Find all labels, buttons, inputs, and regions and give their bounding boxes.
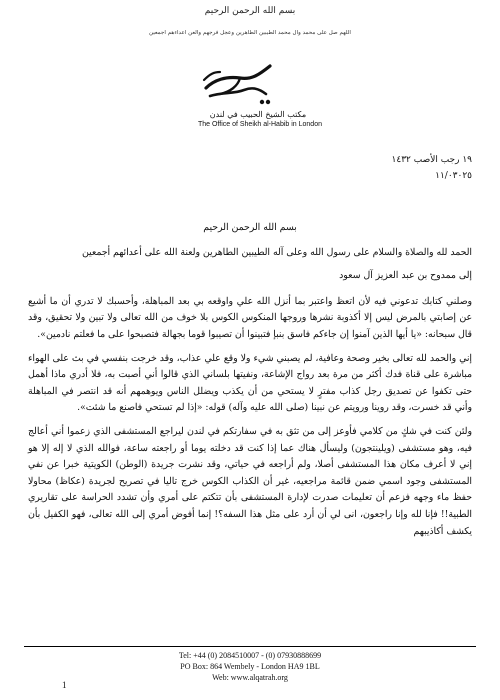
- paragraph-1: وصلني كتابك تدعوني فيه لأن اتعظ واعتبر بما أنزل الله علي واوقعه بي بعد المباهلة، وأحسبك لا تدري أن ما أشيع عن إصابتي بالمرض ليس إلا أكذوبة نشرها وروجها المنكوس الكوس بلا خوف من الله تعالى ولا تبين ولا تحقيق، وقد قال سبحانه: «يا أيها الذين آمنوا إن جاءكم فاسق بنبإ فتبينوا أن تصيبوا قوما بجهالة فتصبحوا على ما فعلتم نادمين».: [28, 295, 472, 340]
- letter-date: ١٩ رجب الأصب ١٤٣٢: [391, 155, 472, 165]
- paragraph-3: ولئن كنت في شكٍ من كلامي فأوعز إلى من تثق به في سفارتكم في لندن ليراجع المستشفى الذي زعموا أني أعالج فيه، وهو مستشفى (ويلينتجون) وليسأل هناك عما إذا كنت قد دخلته يوما أو راجعته ساعة، فوالله الذي لا إله إلا هو إني لا أعرف مكان هذا المستشفى أصلا، ولم أراجعه في حياتي، وقد نشرت جريدة (الوطن) الكويتية خبرا عن نفي المستشفى وجود اسمي ضمن قائمة مراجعيه، غير أن الكذاب الكوس خرج تاليا في تصريح لجريدة (عكاظ) محاولا حفظ ماء وجهه فزعم أن تعليمات صدرت لإدارة المستشفى بأن تتكتم على أمري وأن تشدد الحراسة على تقاريري الطبية!! فإنا لله وإنا راجعون، انى لي أن أرد على مثل هذا السفه؟! إنما أفوض أمري إلى الله تعالى، فهو الكفيل بأن يكشف أكاذيبهم: [28, 425, 472, 537]
- footer-divider: [24, 646, 476, 647]
- hamd-line: الحمد لله والصلاة والسلام على رسول الله وعلى آله الطيبين الطاهرين ولعنة الله على أعدائهم أجمعين: [81, 246, 472, 258]
- header-salawat: اللهم صل على محمد وآل محمد الطيبين الطاهرين وعجل فرجهم والعن أعداءهم أجمعين: [149, 30, 351, 36]
- office-logo: [200, 58, 278, 108]
- bismillah-line: بسم الله الرحمن الرحيم: [203, 222, 297, 233]
- letter-reference: ١١/٠٣٠٢٥: [435, 171, 472, 181]
- header-basmala: بسم الله الرحمن الرحيم: [204, 6, 296, 16]
- paragraph-2: إني والحمد لله تعالى بخير وصحة وعافية، لم يصبني شيء ولا وقع علي عذاب، وقد خرجت بنفسي في بث على الهواء مباشرة على قناة فدك أكثر من مرة بعد رواج الإشاعة، ونفيتها بلساني الذي قالوا أني أصبت به، فلا أدري ماذا أهمل حتى تكفوا عن تصديق رجل كذاب مفترٍ لا يستحي من أن يكذب ويضلل الناس ويوهمهم أنه قد انتصر في المباهلة وأني قد خسرت، وقد روينا ورويتم عن نبينا (صلى الله عليه وآله) قوله: «إذا لم تستحي فاصنع ما شئت».: [28, 352, 472, 414]
- footer-po-box: PO Box: 864 Wembely - London HA9 1BL: [180, 662, 320, 671]
- recipient-line: إلى ممدوح بن عبد العزيز آل سعود: [339, 270, 472, 282]
- office-name-english: The Office of Sheikh al-Habib in London: [197, 121, 322, 128]
- page-number: 1: [62, 680, 67, 690]
- letter-body: [28, 220, 472, 547]
- footer-telephone: Tel: +44 (0) 2084510007 - (0) 07930888699: [178, 651, 322, 660]
- office-name-arabic: مكتب الشيخ الحبيب في لندن: [209, 110, 307, 119]
- footer-website: Web: www.alqatrah.org: [212, 673, 288, 682]
- letter-meta: [272, 152, 472, 184]
